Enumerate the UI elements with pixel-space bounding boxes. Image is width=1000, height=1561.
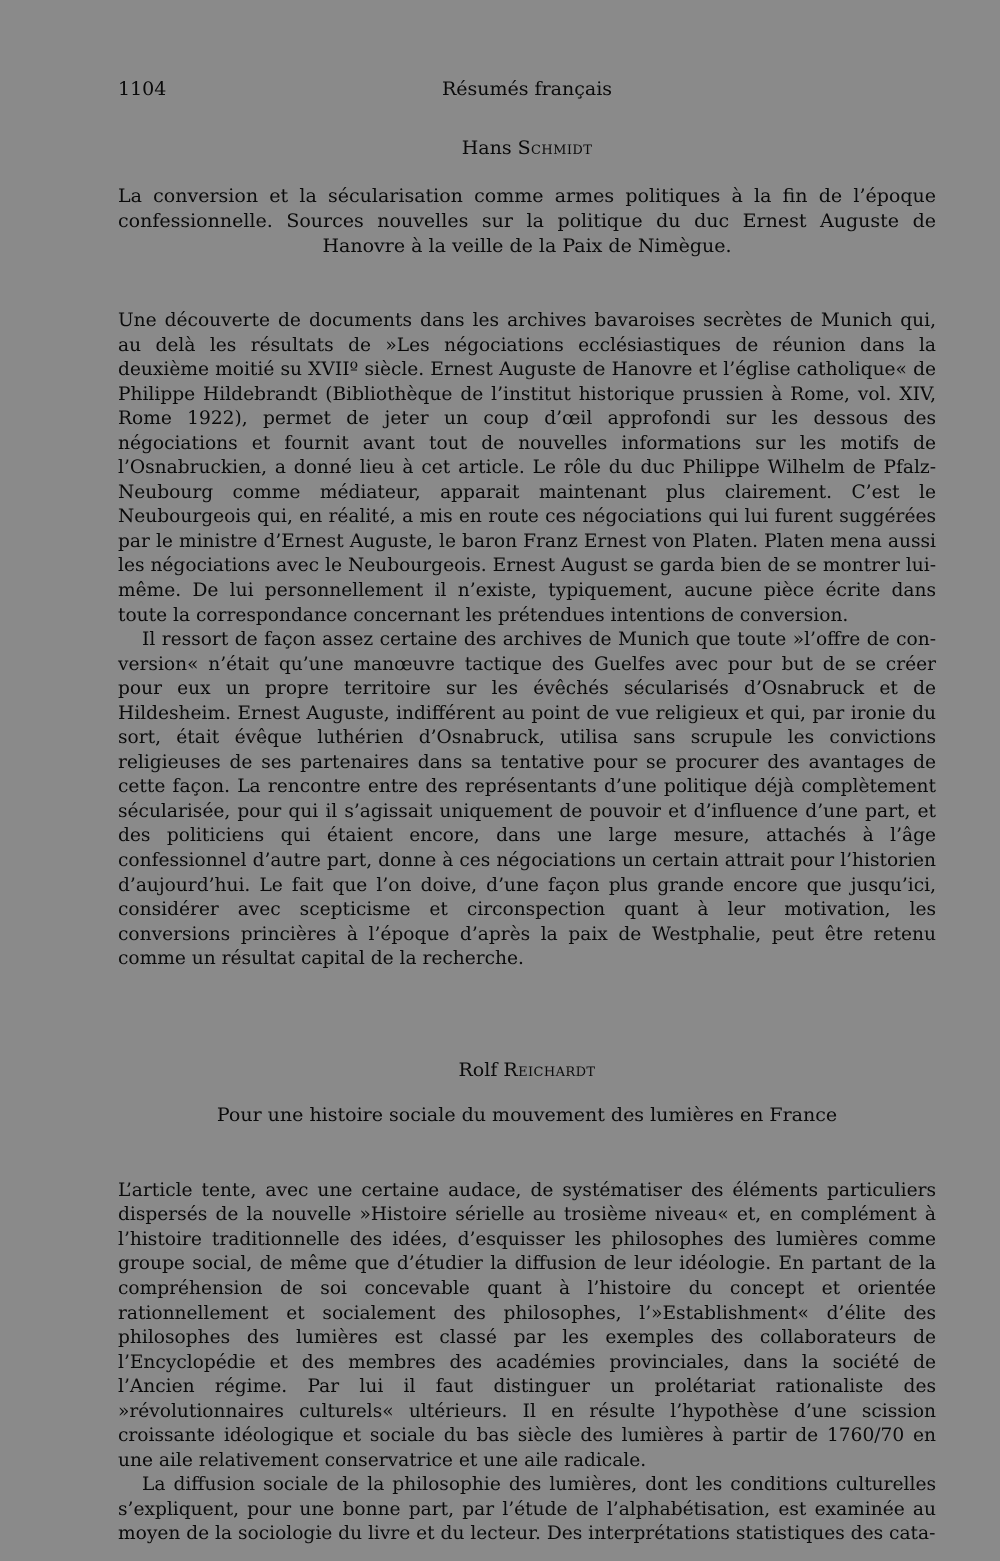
body-paragraph: L’article tente, avec une certaine audace, de systématiser des éléments particuliers dispersés de la nouvelle »Histoire sérielle au trosième niveau« et, en complément à l’histoire traditionnelle des idées, d’esquisser les philosophes des lumières comme groupe social, de même que d’étudier la diffusion de leur idéologie. En partant de la compréhension de soi concevable quant à l’histoire du concept et orientée rationnellement et socialement des philosophes, l’»Establishment« d’élite des philosophes des lumières est classé par les exemples des collaborateurs de l’Encyclopédie et des membres des académies provinciales, dans la société de l’Ancien régime. Par lui il faut distinguer un prolétariat rationaliste des »révolutionnaires culturels« ultérieurs. Il en résulte l’hypothèse d’une scission croissante idéologique et sociale du bas siècle des lumières à partir de 1760/70 en une aile relativement conservatrice et une aile radicale.: [118, 1179, 936, 1471]
running-title: Résumés français: [441, 78, 613, 100]
author-last-name: Schmidt: [517, 137, 593, 159]
page-number: 1104: [118, 78, 167, 100]
article-title: La conversion et la sécularisation comme armes politiques à la fin de l’époque confessionnelle. Sources nouvelles sur la politique du duc Ernest Auguste de Hanovre à la veille de la Paix de Nimègue.: [118, 185, 936, 257]
author-first-name: Rolf: [458, 1058, 504, 1081]
article-author: [118, 137, 936, 159]
body-paragraph: Une découverte de documents dans les archives bavaroises secrètes de Munich qui, au delà les résultats de »Les négociations ecclésiastiques de réunion dans la deuxième moitié su XVIIº siècle. Ernest Auguste de Hanovre et l’église catholique« de Philippe Hildebrandt (Bibliothèque de l’institut historique prussien à Rome, vol. XIV, Rome 1922), permet de jeter un coup d’œil approfondi sur les dessous des négociations et fournit avant tout de nouvelles informations sur les motifs de l’Osnabruckien, a donné lieu à cet article. Le rôle du duc Philippe Wilhelm de Pfalz-Neubourg comme médiateur, apparait maintenant plus clairement. C’est le Neubourgeois qui, en réalité, a mis en route ces négociations qui lui furent suggérées par le ministre d’Ernest Auguste, le baron Franz Ernest von Platen. Platen mena aussi les négociations avec le Neubourgeois. Ernest August se garda bien de se montrer lui-même. De lui personnellement il n’existe, typiquement, aucune pièce écrite dans toute la correspondance concernant les prétendues intentions de conversion.: [118, 310, 936, 626]
article-author: [118, 1059, 936, 1081]
article-title: Pour une histoire sociale du mouvement des lumières en France: [216, 1103, 838, 1126]
article-body: [118, 1179, 936, 1547]
page: [118, 78, 936, 1547]
body-paragraph: Il ressort de façon assez certaine des archives de Munich que toute »l’offre de conversion« n’était qu’une manœuvre tactique des Guelfes avec pour but de se créer pour eux un propre territoire sur les évêchés sécularisés d’Osnabruck et de Hildesheim. Ernest Auguste, indifférent au point de vue religieux et qui, par ironie du sort, était évêque luthérien d’Osnabruck, utilisa sans scrupule les convictions religieuses de ses partenaires dans sa tentative pour se procurer des avantages de cette façon. La rencontre entre des représentants d’une politique déjà complètement sécularisée, pour qui il s’agissait uniquement de pouvoir et d’influence d’une part, et des politiciens qui étaient encore, dans une large mesure, attachés à l’âge confessionnel d’autre part, donne à ces négociations un certain attrait pour l’historien d’aujourd’hui. Le fait que l’on doive, d’une façon plus grande encore que jusqu’ici, considérer avec scepticisme et circonspection quant à leur motivation, les conversions princières à l’époque d’après la paix de Westphalie, peut être retenu comme un résultat capital de la recherche.: [118, 629, 936, 970]
author-first-name: Hans: [461, 137, 518, 159]
article-body: [118, 309, 936, 972]
body-paragraph: La diffusion sociale de la philosophie des lumières, dont les conditions culturelles s’expliquent, pour une bonne part, par l’étude de l’alphabétisation, est examinée au moyen de la sociologie du livre et du lecteur. Des interprétations statistiques des cata-: [118, 1474, 936, 1545]
author-last-name: Reichardt: [503, 1058, 596, 1081]
page-header: [118, 78, 936, 110]
